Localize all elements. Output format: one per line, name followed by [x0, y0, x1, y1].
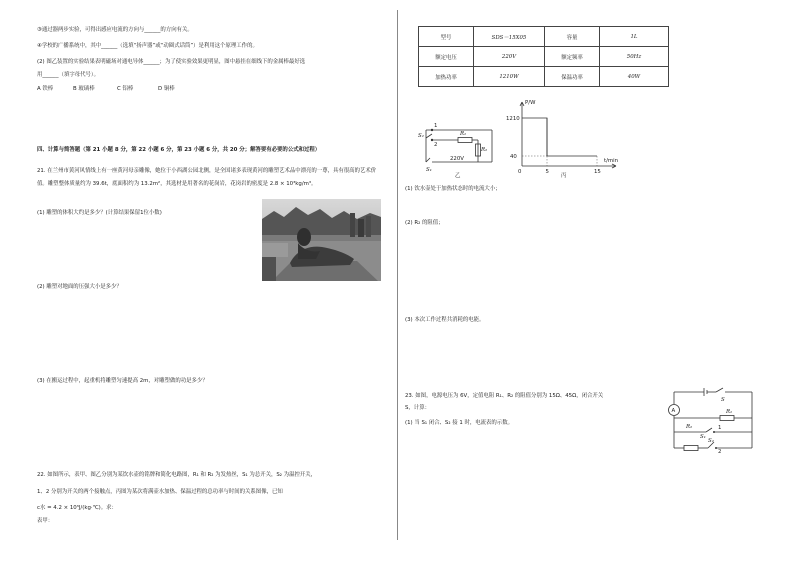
spec-table: [418, 26, 669, 87]
sculpture-photo: [262, 199, 381, 281]
x-tick-0: 0: [518, 169, 522, 175]
circuit-label-s1: S₁: [426, 167, 432, 173]
q23-line-1: 23. 如图，电源电压为 6V，定值电阻 R₁、R₂ 的阻值分别为 15Ω、45Ω，闭合开关: [405, 393, 604, 399]
q23-line-2: S，计算：: [405, 405, 430, 411]
circuit-label-voltage: 220V: [450, 156, 464, 162]
q21-part-1: (1) 雕塑的体积大约是多少？(计算结果保留1位小数): [37, 210, 162, 216]
table-cell: 加热功率: [419, 67, 474, 87]
table-cell: SDS－15X05: [474, 27, 545, 47]
question-line-4: 用______（填字母代号）。: [37, 72, 99, 78]
circuit-label-r2: R₂: [481, 147, 488, 153]
y-axis-label: P/W: [525, 100, 536, 106]
power-series-line: [522, 118, 597, 156]
switch-s2-label: S₂: [708, 438, 714, 444]
table-cell: 型号: [419, 27, 474, 47]
x-axis-label: t/min: [604, 158, 619, 164]
question-line-3: (2) 图乙装置的实验结果表明磁场对通电导体______；为了使实验效果更明显，图中悬挂在细线下的金属棒最好选: [37, 59, 306, 65]
table-cell: 额定电压: [419, 47, 474, 67]
switch-s-label: S: [721, 397, 725, 403]
option-a: A 铁棒: [37, 86, 54, 92]
circuit-label-1: 1: [434, 123, 438, 129]
ammeter-symbol: A: [671, 408, 676, 414]
q22-part-2: (2) R₂ 的阻值；: [405, 220, 444, 226]
power-time-graph: [504, 96, 630, 176]
table-row: [419, 67, 669, 87]
table-cell: 容量: [545, 27, 600, 47]
table-row: [419, 47, 669, 67]
table-cell: 220V: [474, 47, 545, 67]
table-cell: 40W: [600, 67, 669, 87]
q22-part-3: (3) 本次工作过程共消耗的电能。: [405, 317, 485, 323]
figure-label-bing: 丙: [561, 173, 567, 179]
column-divider: [397, 10, 398, 540]
table-cell: 50Hz: [600, 47, 669, 67]
y-tick-1210: 1210: [506, 116, 520, 122]
q22-line-2: 1、2 分别为开关的两个接触点，丙图为某次将满壶水加热、保温过程的总功率与时间的关系图像，已知: [37, 489, 283, 495]
q22-line-3: c水 = 4.2 × 10³J/(kg·℃)。求：: [37, 505, 117, 511]
x-tick-15: 15: [594, 169, 601, 175]
circuit-label-s2: S₂: [418, 133, 424, 139]
table-cell: 保温功率: [545, 67, 600, 87]
table-cell: 1L: [600, 27, 669, 47]
table-cell: 1210W: [474, 67, 545, 87]
contact-1-label: 1: [718, 425, 722, 431]
table-cell: 额定频率: [545, 47, 600, 67]
option-c: C 铝棒: [117, 86, 134, 92]
question-line-1: ③通过器两步实验，可得出感应电流的方向与______的方向有关。: [37, 27, 193, 33]
q23-part-1: (1) 当 S₁ 闭合、S₂ 接 1 时，电流表的示数。: [405, 420, 513, 426]
resistor-r2-label: R₂: [686, 424, 693, 430]
switch-s1-label: S₁: [700, 434, 706, 440]
option-d: D 铜棒: [158, 86, 175, 92]
q22-line-4: 表甲：: [37, 518, 54, 524]
q21-text: 21. 在兰州市黄河风情线上有一座黄河母亲雕像，她位于小西湖公园北侧，是全国诸多表现黄河的雕塑艺术品中漂亮的一尊，具有很高的艺术价值。雕塑整体质量约为 39.6t，底面积约为 13.2m²，其选材是用著名的花岗岩，花岗岩的密度是 2.8 × 10³kg/m³。: [37, 168, 377, 187]
section-title: 四、计算与简答题（第 21 小题 8 分，第 22 小题 6 分，第 23 小题 6 分，共 20 分；解答要有必要的公式和过程）: [37, 147, 321, 153]
circuit-diagram-q23: [666, 386, 758, 454]
question-line-2: ④学校的广播系统中，其中______（选填“扬声器”或“动圈式话筒”）是利用这个原理工作的。: [37, 43, 258, 49]
option-b: B 玻璃棒: [73, 86, 95, 92]
y-tick-40: 40: [510, 154, 517, 160]
circuit-label-2: 2: [434, 142, 438, 148]
q22-line-1: 22. 如图所示，表甲、图乙分别为某饮水壶的铭牌和简化电路图，R₁ 和 R₂ 为发热丝，S₁ 为总开关，S₂ 为温控开关，: [37, 472, 317, 478]
x-tick-5: 5: [545, 169, 549, 175]
resistor-r1-label: R₁: [726, 409, 733, 415]
circuit-label-r1: R₁: [460, 131, 467, 137]
q22-part-1: (1) 饮水壶处于加热状态时的电流大小；: [405, 186, 501, 192]
contact-2-label: 2: [718, 449, 722, 454]
q21-part-3: (3) 在搬运过程中，起重机将雕塑匀速提高 2m，对雕塑做的功是多少？: [37, 378, 208, 384]
figure-label-yi: 乙: [455, 173, 461, 179]
table-row: [419, 27, 669, 47]
q21-part-2: (2) 雕塑对地面的压强大小是多少？: [37, 284, 122, 290]
